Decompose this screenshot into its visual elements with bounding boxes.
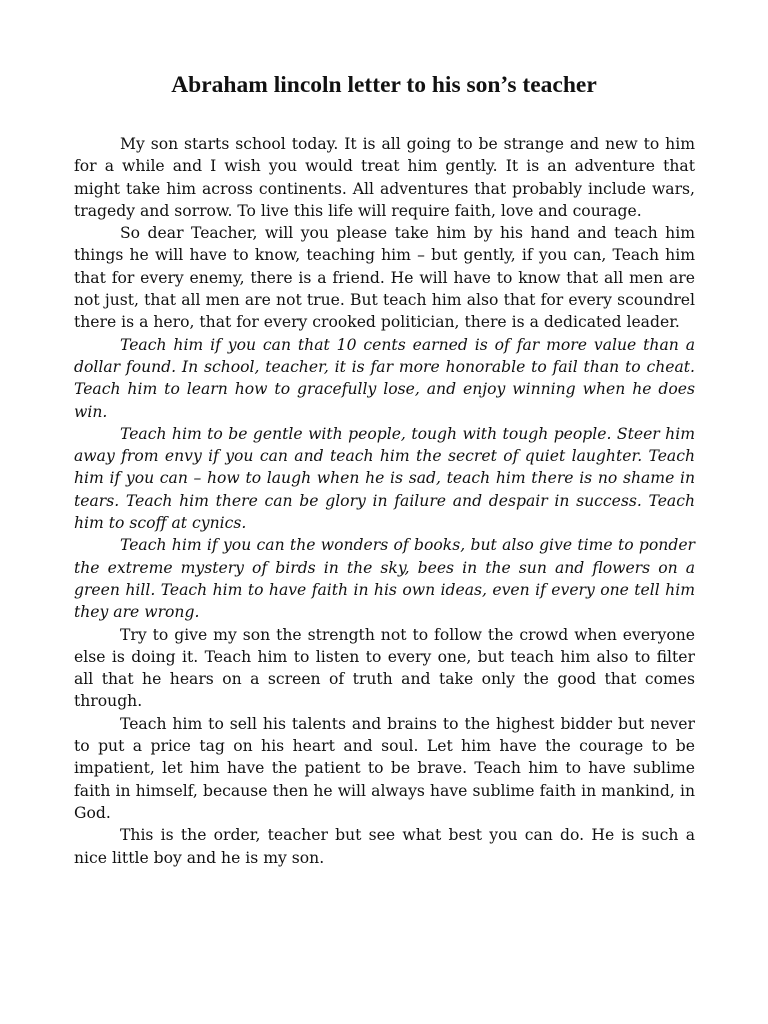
paragraph-4: Teach him to be gentle with people, tough with tough people. Steer him away from envy if you can and teach him the secret of quiet laughter. Teach him if you can – how to laugh when he is sad, teach him there is no shame in tears. Teach him there can be glory in failure and despair in success. Teach him to scoff at cynics. bbox=[74, 424, 695, 533]
letter-body bbox=[74, 133, 695, 869]
paragraph-1: My son starts school today. It is all going to be strange and new to him for a while and I wish you would treat him gently. It is an adventure that might take him across continents. All adventures that probably include wars, tragedy and sorrow. To live this life will require faith, love and courage. bbox=[74, 135, 695, 220]
paragraph-8: This is the order, teacher but see what best you can do. He is such a nice little boy and he is my son. bbox=[74, 826, 695, 867]
paragraph-6: Try to give my son the strength not to follow the crowd when everyone else is doing it. Teach him to listen to every one, but teach him also to filter all that he hears on a screen of truth and take only the good that comes through. bbox=[74, 625, 695, 711]
paragraph-2: So dear Teacher, will you please take him by his hand and teach him things he will have to know, teaching him – but gently, if you can, Teach him that for every enemy, there is a friend. He will have to know that all men are not just, that all men are not true. But teach him also that for every scoundrel there is a hero, that for every crooked politician, there is a dedicated leader. bbox=[74, 224, 695, 332]
paragraph-3: Teach him if you can that 10 cents earned is of far more value than a dollar found. In school, teacher, it is far more honorable to fail than to cheat. Teach him to learn how to gracefully lose, and enjoy winning when he does win. bbox=[74, 335, 695, 421]
paragraph-7: Teach him to sell his talents and brains to the highest bidder but never to put a price tag on his heart and soul. Let him have the courage to be impatient, let him have the patient to be brave. Teach him to have sublime faith in himself, because then he will always have sublime faith in mankind, in God. bbox=[74, 714, 695, 822]
paragraph-5: Teach him if you can the wonders of books, but also give time to ponder the extreme mystery of birds in the sky, bees in the sun and flowers on a green hill. Teach him to have faith in his own ideas, even if every one tell him they are wrong. bbox=[74, 536, 695, 622]
document-title: Abraham lincoln letter to his son’s teacher bbox=[171, 72, 597, 98]
